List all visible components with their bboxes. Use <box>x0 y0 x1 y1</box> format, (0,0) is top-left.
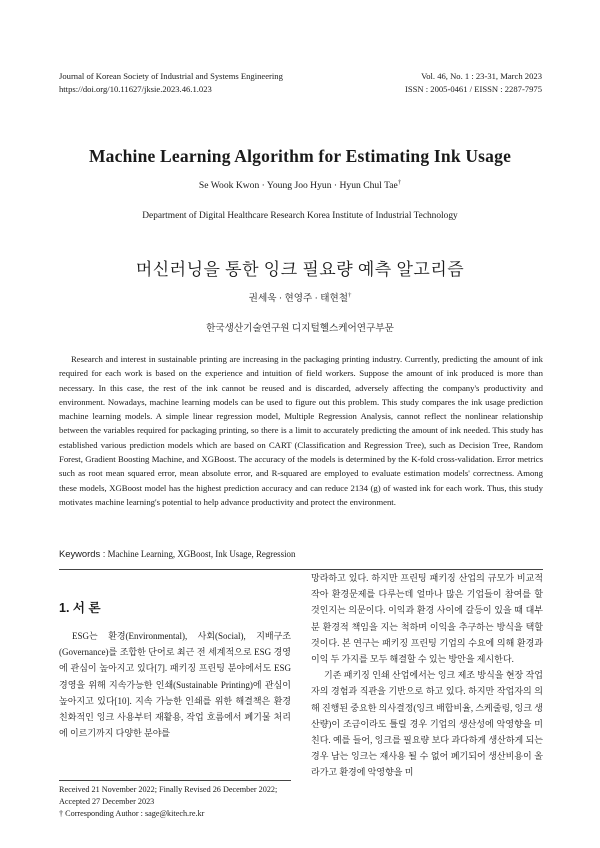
doi-link[interactable]: https://doi.org/10.11627/jksie.2023.46.1.023 <box>59 84 212 94</box>
corresponding-mark-ko: † <box>348 291 352 299</box>
section-heading: 1. 서 론 <box>59 601 101 615</box>
corresponding-author <box>59 808 299 820</box>
authors-ko-names: 권세욱 · 현영주 · 태현철 <box>248 293 349 304</box>
accepted-date: Accepted 27 December 2023 <box>59 797 155 807</box>
body-paragraph: ESG는 환경(Environmental), 사회(Social), 지배구조(Governance)를 조합한 단어로 최근 전 세계적으로 ESG 경영에 관심이 높아지고 있다[7]. 패키징 프린팅 분야에서도 ESG 경영을 위해 지속가능한 인쇄(Sustainable Printing)에 관심이 높아지고 있다[10]. 지속 가능한 인쇄를 위한 해결책은 환경 친화적인 잉크 사용부터 재활용, 작업 흐름에서 폐기물 처리에 이르기까지 다양한 분야를 <box>59 631 291 739</box>
authors-en-names: Se Wook Kwon · Young Joo Hyun · Hyun Chul Tae <box>198 180 398 191</box>
journal-header <box>59 70 283 96</box>
abstract: Research and interest in sustainable printing are increasing in the packaging printing industry. Currently, predicting the amount of ink required for each work is based on the experience and intuition of field workers. Suppose the amount of ink produced is more than necessary. In this case, the rest of the ink cannot be reused and is discarded, adversely affecting the company's productivity and environment. Nowadays, machine learning models can be used to figure out this problem. This study compares the ink usage prediction machine learning models. A simple linear regression model, Multiple Regression Analysis, cannot reflect the nonlinear relationship between the variables required for packaging printing, so there is a limit to accurately predicting the amount of ink needed. This study has established various prediction models which are based on CART (Classification and Regression Tree), such as Decision Tree, Random Forest, Gradient Boosting Machine, and XGBoost. The accuracy of the models is determined by the K-fold cross-validation. Error metrics such as root mean squared error, mean absolute error, and R-squared are employed to evaluate estimation models' correctness. Among these models, XGBoost model has the highest prediction accuracy and can reduce 2134 (g) of wasted ink for each work. Thus, this study motivates machine learning's potential to help advance productivity and protect the environment. <box>59 354 543 507</box>
right-column <box>311 570 543 781</box>
received-date: Received 21 November 2022; Finally Revised 26 December 2022; <box>59 785 278 794</box>
keywords-label: Keywords : <box>59 548 106 559</box>
authors-ko <box>0 290 600 304</box>
left-column <box>59 628 291 741</box>
affiliation-ko: 한국생산기술연구원 디지털헬스케어연구부문 <box>206 323 394 334</box>
paper-title-ko: 머신러닝을 통한 잉크 필요량 예측 알고리즘 <box>135 260 465 279</box>
dagger-mark: † <box>59 809 64 819</box>
body-paragraph: 기존 패키징 인쇄 산업에서는 잉크 제조 방식을 현장 작업자의 경험과 직관을 기반으로 하고 있다. 하지만 작업자의 의해 진행된 중요한 의사결정(잉크 배합비율, 스케줄링, 잉크 생산량)이 조금이라도 틀릴 경우 기업의 생산성에 악영향을 미친다. 예를 들어, 잉크를 필요량 보다 과다하게 생산하게 되는 경우 남는 잉크는 재사용 될 수 없어 폐기되어 생산비용이 올라가고 환경에 악영향을 미 <box>311 670 543 778</box>
keywords-line <box>59 548 543 559</box>
affiliation-en: Department of Digital Healthcare Research Korea Institute of Industrial Technology <box>142 211 458 221</box>
volume-header <box>405 70 542 96</box>
paper-title-en: Machine Learning Algorithm for Estimating Ink Usage <box>88 146 512 166</box>
body-paragraph: 망라하고 있다. 하지만 프린팅 패키징 산업의 규모가 비교적 작아 환경문제를 다루는데 얼마나 많은 기업들이 참여를 할 것인지는 의문이다. 이익과 환경 사이에 갈등이 있을 때 대부분 환경적 책임을 지는 척하며 이익을 추구하는 방식을 택할 것이다. 본 연구는 패키징 프린팅 기업의 수요에 의해 환경과 이익 두 가지를 모두 해결할 수 있는 방안을 제시한다. <box>311 573 543 665</box>
authors-en <box>0 180 600 191</box>
footnote-divider <box>59 780 291 781</box>
corresponding-email: Corresponding Author : sage@kitech.re.kr <box>65 809 205 819</box>
journal-name: Journal of Korean Society of Industrial and Systems Engineering <box>59 71 283 81</box>
keywords-list: Machine Learning, XGBoost, Ink Usage, Regression <box>107 549 296 559</box>
corresponding-mark: † <box>397 178 402 186</box>
footnote <box>59 784 299 821</box>
volume-info: Vol. 46, No. 1 : 23-31, March 2023 <box>421 71 542 81</box>
issn-info: ISSN : 2005-0461 / EISSN : 2287-7975 <box>404 84 542 94</box>
